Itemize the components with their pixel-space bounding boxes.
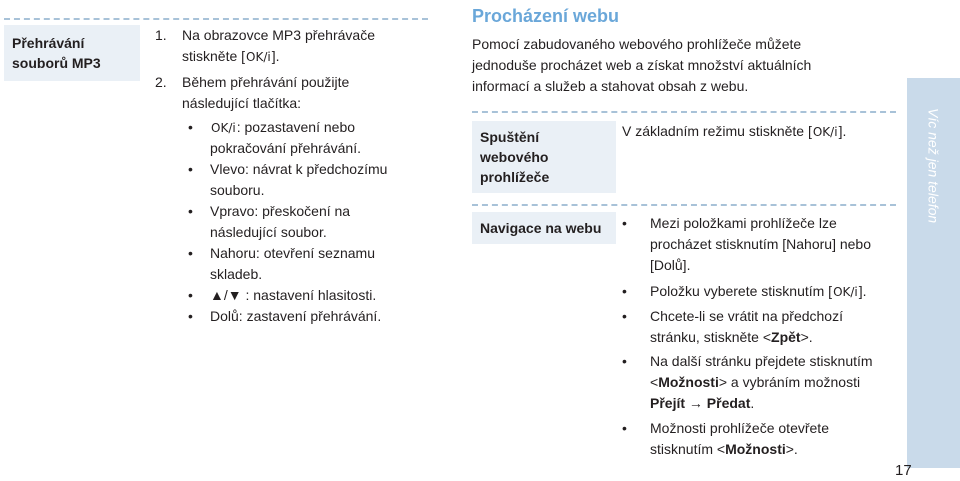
list-item-cont: skladeb.	[210, 266, 263, 282]
bullet-dot: •	[622, 420, 627, 436]
list-item-cont: [Dolů].	[650, 257, 691, 273]
list-item-cont: stránku, stiskněte <Zpět>.	[650, 329, 813, 345]
step-1-line2: stiskněte [OK/i].	[182, 46, 280, 68]
bullet-dot: •	[622, 283, 627, 299]
list-item-cont: stisknutím <Možnosti>.	[650, 441, 798, 457]
list-item: Vlevo: návrat k předchozímu	[210, 161, 388, 177]
section-label-navigation: Navigace na webu	[472, 212, 616, 244]
step-number-2: 2.	[155, 74, 167, 90]
section-divider-start	[472, 111, 896, 113]
section-label-start-browser	[472, 121, 616, 193]
list-item: Položku vyberete stisknutím [OK/i].	[650, 281, 867, 303]
ok-key-icon: OK/i	[833, 285, 858, 299]
section-divider-left	[4, 18, 428, 20]
list-item: Chcete-li se vrátit na předchozí	[650, 308, 843, 324]
bullet-dot: •	[622, 308, 627, 324]
list-item-cont: pokračování přehrávání.	[210, 140, 361, 156]
list-item-cont: následující soubor.	[210, 224, 327, 240]
ok-key-icon: OK/i	[211, 121, 236, 135]
bullet-dot: •	[188, 119, 193, 135]
step-2-line1: Během přehrávání použijte	[182, 74, 350, 90]
ok-key-icon: OK/i	[812, 125, 838, 139]
chapter-side-tab-label: Víc než jen telefon	[925, 108, 942, 224]
bullet-dot: •	[188, 245, 193, 261]
list-item-cont: <Možnosti> a vybráním možnosti	[650, 374, 861, 390]
bullet-dot: •	[622, 215, 627, 231]
section-title: Procházení webu	[472, 6, 620, 26]
label-line: webového	[480, 149, 549, 165]
step-1-line1: Na obrazovce MP3 přehrávače	[182, 27, 375, 43]
step-number-1: 1.	[155, 27, 167, 43]
label-line: prohlížeče	[480, 169, 550, 185]
list-item: OK/i: pozastavení nebo	[210, 117, 355, 139]
list-item: ▲/▼ : nastavení hlasitosti.	[210, 287, 377, 303]
list-item: Mezi položkami prohlížeče lze	[650, 215, 837, 231]
bullet-dot: •	[188, 287, 193, 303]
list-item: Nahoru: otevření seznamu	[210, 245, 375, 261]
start-browser-text: V základním režimu stiskněte [OK/i].	[622, 121, 846, 143]
list-item-cont: procházet stisknutím [Nahoru] nebo	[650, 236, 872, 252]
bullet-dot: •	[188, 308, 193, 324]
list-item: Možnosti prohlížeče otevřete	[650, 420, 829, 436]
page-number: 17	[895, 462, 912, 479]
intro-line-3: informací a služeb a stahovat obsah z webu.	[472, 78, 749, 94]
label-line: Spuštění	[480, 129, 540, 145]
intro-line-2: jednoduše procházet web a získat množství aktuálních	[472, 57, 812, 73]
bullet-dot: •	[188, 203, 193, 219]
intro-line-1: Pomocí zabudovaného webového prohlížeče můžete	[472, 36, 802, 52]
list-item: Na další stránku přejdete stisknutím	[650, 353, 873, 369]
section-label-mp3: Přehrávání souborů MP3	[4, 25, 140, 81]
bullet-dot: •	[622, 353, 627, 369]
arrow-right-icon: →	[688, 395, 703, 411]
list-item: Vpravo: přeskočení na	[210, 203, 351, 219]
list-item-cont: Přejít → Předat.	[650, 395, 755, 411]
ok-key-icon: OK/i	[246, 50, 271, 64]
list-item-cont: souboru.	[210, 182, 265, 198]
bullet-dot: •	[188, 161, 193, 177]
step-2-line2: následující tlačítka:	[182, 95, 302, 111]
section-divider-nav	[472, 204, 896, 206]
list-item: Dolů: zastavení přehrávání.	[210, 308, 382, 324]
